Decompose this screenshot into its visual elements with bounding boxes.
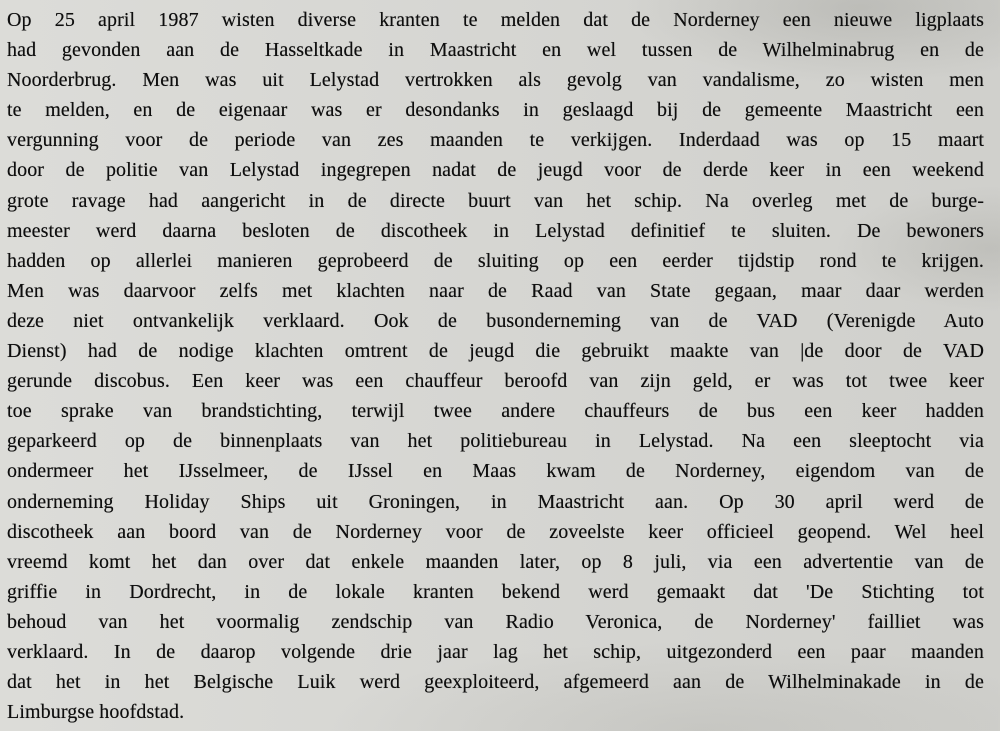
text-line: grote ravage had aangericht in de directe buurt van het schip. Na overleg met de burge- [7,189,984,212]
text-line: had gevonden aan de Hasseltkade in Maastricht en wel tussen de Wilhelminabrug en de [7,39,984,62]
text-line: dat het in het Belgische Luik werd geexploiteerd, afgemeerd aan de Wilhelminakade in de [7,671,984,694]
text-line: Dienst) had de nodige klachten omtrent de jeugd die gebruikt maakte van |de door de VAD [7,340,984,363]
body-paragraph [7,5,984,727]
text-line: ondermeer het IJsselmeer, de IJssel en Maas kwam de Norderney, eigendom van de [7,460,984,483]
text-line: door de politie van Lelystad ingegrepen nadat de jeugd voor de derde keer in een weekend [7,159,984,182]
text-line: Limburgse hoofdstad. [7,701,185,724]
text-line: deze niet ontvankelijk verklaard. Ook de busonderneming van de VAD (Verenigde Auto [7,309,984,332]
text-line: discotheek aan boord van de Norderney voor de zoveelste keer officieel geopend. Wel heel [7,520,984,543]
text-line: Men was daarvoor zelfs met klachten naar de Raad van State gegaan, maar daar werden [7,279,984,302]
text-line: vreemd komt het dan over dat enkele maanden later, op 8 juli, via een advertentie van de [7,550,984,573]
text-line: Noorderbrug. Men was uit Lelystad vertrokken als gevolg van vandalisme, zo wisten men [7,69,984,92]
text-line: Op 25 april 1987 wisten diverse kranten te melden dat de Norderney een nieuwe ligplaats [7,9,984,31]
text-line: verklaard. In de daarop volgende drie jaar lag het schip, uitgezonderd een paar maanden [7,640,984,663]
text-line: te melden, en de eigenaar was er desondanks in geslaagd bij de gemeente Maastricht een [7,99,984,122]
text-line: geparkeerd op de binnenplaats van het politiebureau in Lelystad. Na een sleeptocht via [7,430,984,453]
text-line: hadden op allerlei manieren geprobeerd de sluiting op een eerder tijdstip rond te krijgen. [7,249,984,272]
text-line: behoud van het voormalig zendschip van Radio Veronica, de Norderney' failliet was [7,610,984,633]
text-line: toe sprake van brandstichting, terwijl twee andere chauffeurs de bus een keer hadden [7,400,984,423]
text-line: onderneming Holiday Ships uit Groningen, in Maastricht aan. Op 30 april werd de [7,490,984,513]
text-line: vergunning voor de periode van zes maanden te verkijgen. Inderdaad was op 15 maart [7,129,984,152]
text-line: griffie in Dordrecht, in de lokale kranten bekend werd gemaakt dat 'De Stichting tot [7,580,984,603]
text-line: meester werd daarna besloten de discotheek in Lelystad definitief te sluiten. De bewoners [7,219,984,242]
text-line: gerunde discobus. Een keer was een chauffeur beroofd van zijn geld, er was tot twee keer [7,370,984,393]
